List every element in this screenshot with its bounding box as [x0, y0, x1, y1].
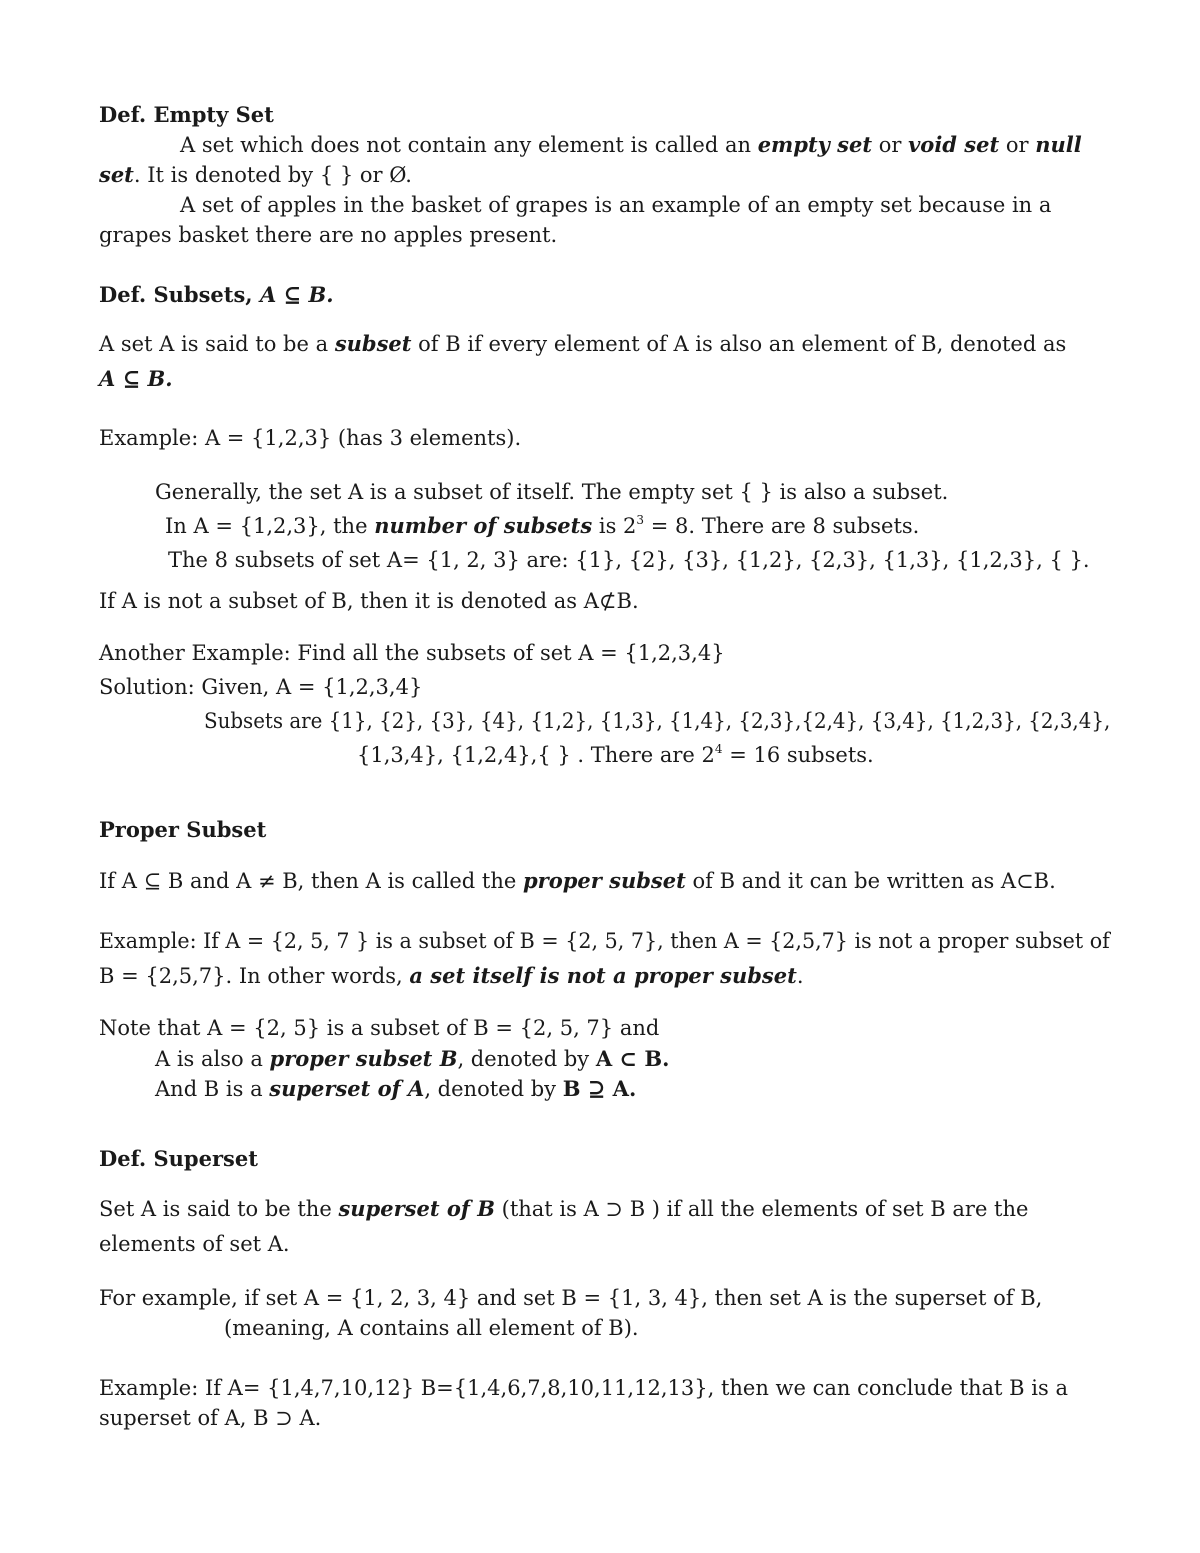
proper-subset-example-line1: Example: If A = {2, 5, 7 } is a subset of B = {2, 5, 7}, then A = {2,5,7} is not a proper subset of	[99, 929, 1110, 953]
text: , denoted by	[457, 1047, 596, 1071]
text: .	[796, 964, 804, 988]
text: B = {2,5,7}. In other words,	[99, 964, 410, 988]
text: is 2	[592, 514, 637, 538]
text: = 8. There are 8 subsets.	[644, 514, 920, 538]
empty-set-definition-line2	[99, 160, 412, 190]
term-superset-of-a: superset of A	[269, 1076, 425, 1101]
subset-count	[165, 511, 919, 544]
term-proper-subset: proper subset	[522, 868, 686, 893]
text: of B if every element of A is also an element of B, denoted as	[411, 332, 1067, 356]
subsets-heading	[99, 280, 334, 310]
notation: B ⊇ A.	[562, 1076, 637, 1101]
term-subset: subset	[334, 331, 412, 356]
proper-note-line3	[155, 1074, 636, 1104]
text: (that is A ⊃ B ) if all the elements of set B are the	[494, 1197, 1029, 1221]
term-number-of-subsets: number of subsets	[374, 513, 593, 538]
superset-heading: Def. Superset	[99, 1146, 258, 1171]
subset-general-note: Generally, the set A is a subset of itself. The empty set { } is also a subset.	[155, 480, 949, 504]
text: If A ⊆ B and A ≠ B, then A is called the	[99, 869, 523, 893]
subset-example: Example: A = {1,2,3} (has 3 elements).	[99, 426, 522, 450]
term-proper-subset-b: proper subset B	[269, 1046, 458, 1071]
text: Set A is said to be the	[99, 1197, 339, 1221]
term-superset-of-b: superset of B	[338, 1196, 495, 1221]
another-example: Another Example: Find all the subsets of set A = {1,2,3,4}	[99, 641, 725, 665]
text: or	[872, 133, 909, 157]
superset-definition-line2: elements of set A.	[99, 1232, 290, 1256]
exponent: 4	[714, 742, 723, 756]
subsets-list-line2	[357, 740, 874, 773]
subset-notation: A ⊆ B.	[99, 366, 173, 391]
proper-subset-definition	[99, 866, 1056, 896]
not-subset-note: If A is not a subset of B, then it is denoted as A⊄B.	[99, 589, 639, 613]
proper-subset-heading: Proper Subset	[99, 817, 267, 842]
text: A set A is said to be a	[99, 332, 335, 356]
empty-set-example-line1: A set of apples in the basket of grapes is an example of an empty set because in a	[180, 193, 1052, 217]
notation: A ⊂ B.	[595, 1046, 670, 1071]
text: A is also a	[155, 1047, 270, 1071]
term-set-itself: a set itself is not a proper subset	[409, 963, 797, 988]
empty-set-example-line2: grapes basket there are no apples present.	[99, 223, 558, 247]
term-set: set	[99, 162, 134, 187]
notation: A ⊆ B.	[259, 282, 334, 307]
text: A set which does not contain any element is called an	[180, 133, 758, 157]
solution-line: Solution: Given, A = {1,2,3,4}	[99, 675, 423, 699]
text: {1,3,4}, {1,2,4},{ } . There are 2	[357, 743, 715, 767]
text: or	[999, 133, 1036, 157]
term-void-set: void set	[908, 132, 1000, 157]
subset-list: The 8 subsets of set A= {1, 2, 3} are: {1}, {2}, {3}, {1,2}, {2,3}, {1,3}, {1,2,3}, { }.	[168, 548, 1090, 572]
proper-note-line1: Note that A = {2, 5} is a subset of B = {2, 5, 7} and	[99, 1016, 660, 1040]
proper-note-line2	[155, 1044, 669, 1074]
exponent: 3	[636, 513, 645, 527]
text: Def. Subsets,	[99, 282, 260, 307]
proper-subset-example-line2	[99, 961, 804, 991]
superset-definition-line1	[99, 1194, 1028, 1224]
term-empty-set: empty set	[757, 132, 873, 157]
text: In A = {1,2,3}, the	[165, 514, 375, 538]
empty-set-heading: Def. Empty Set	[99, 102, 274, 127]
superset-example2-line1: Example: If A= {1,4,7,10,12} B={1,4,6,7,8,10,11,12,13}, then we can conclude that B is a	[99, 1376, 1068, 1400]
subset-definition	[99, 329, 1066, 359]
text: = 16 subsets.	[722, 743, 874, 767]
superset-example2-line2: superset of A, B ⊃ A.	[99, 1406, 322, 1430]
superset-example1-note: (meaning, A contains all element of B).	[224, 1316, 639, 1340]
superset-example1: For example, if set A = {1, 2, 3, 4} and set B = {1, 3, 4}, then set A is the superset of B,	[99, 1286, 1043, 1310]
term-null: null	[1035, 132, 1082, 157]
empty-set-definition-line1	[180, 130, 1082, 160]
text: of B and it can be written as A⊂B.	[685, 869, 1056, 893]
subsets-list-line1: Subsets are {1}, {2}, {3}, {4}, {1,2}, {1,3}, {1,4}, {2,3},{2,4}, {3,4}, {1,2,3}, {2,3,4},	[204, 709, 1111, 733]
text: , denoted by	[424, 1077, 563, 1101]
text: And B is a	[155, 1077, 270, 1101]
text: . It is denoted by { } or Ø.	[133, 163, 412, 187]
